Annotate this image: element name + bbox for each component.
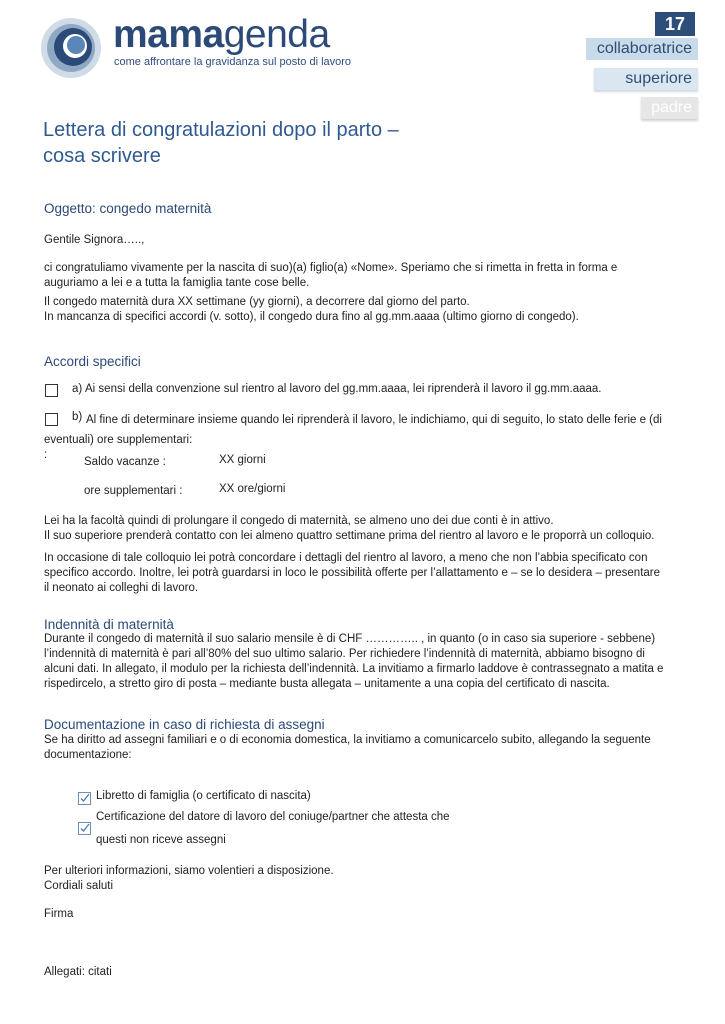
- attachments-label: Allegati: citati: [44, 966, 112, 978]
- paragraph-congratulations: ci congratuliamo vivamente per la nascita di suo)(a) figlio(a) «Nome». Speriamo che si rimetta in fretta in forma e auguriamo a lei e a tutta la famiglia tante cose belle.: [44, 262, 618, 289]
- paragraph-congedo: Il congedo maternità dura XX settimane (yy giorni), a decorrere dal giorno del parto. In mancanza di specifici accordi (v. sotto), il congedo dura fino al gg.mm.aaaa (ultimo giorno di congedo).: [44, 296, 579, 323]
- checkmark-icon: [79, 823, 90, 834]
- ore-supplementari-label: ore supplementari :: [84, 485, 183, 497]
- salutation: Gentile Signora…..,: [44, 234, 145, 246]
- closing-text: Per ulteriori informazioni, siamo volentieri a disposizione. Cordiali saluti: [44, 865, 334, 892]
- checked-checkbox-certificazione[interactable]: [78, 822, 91, 835]
- paragraph-colloquio: In occasione di tale colloquio lei potrà concordare i dettagli del rientro al lavoro, a meno che non l’abbia specificato con specifico accordo. Inoltre, lei potrà guardarsi in loco le possibilità offerte per l’allattamento e – se lo desidera – presentare il neonato ai colleghi di lavoro.: [44, 552, 661, 594]
- ore-supplementari-value: XX ore/giorni: [219, 483, 286, 495]
- section-heading-oggetto: Oggetto: congedo maternità: [44, 201, 212, 216]
- checkbox-option-b[interactable]: [45, 413, 58, 426]
- tab-collaboratrice[interactable]: collaboratrice: [586, 38, 698, 60]
- paragraph-prolungare: Lei ha la facoltà quindi di prolungare il congedo di maternità, se almeno uno dei due conti è in attivo. Il suo superiore prenderà contatto con lei almeno quattro settimane prima del rientro al lavoro e le proporrà un colloquio.: [44, 515, 655, 542]
- checkbox-option-a[interactable]: [45, 384, 58, 397]
- page-title: Lettera di congratulazioni dopo il parto – cosa scrivere: [43, 119, 399, 167]
- option-a-label: a): [72, 383, 83, 395]
- page-number: 17: [655, 12, 695, 36]
- tab-padre[interactable]: padre: [641, 97, 698, 119]
- stray-colon: :: [44, 449, 48, 461]
- saldo-vacanze-label: Saldo vacanze :: [84, 456, 166, 468]
- paragraph-indennita: Durante il congedo di maternità il suo salario mensile è di CHF ………….. , in quanto (o in caso sia superiore - sebbene) l’indennità di maternità è pari all’80% del suo ultimo salario. Per richiedere l’indennità di maternità, abbiamo bisogno di alcuni dati. In allegato, il modulo per la richiesta dell’indennità. La invitiamo a firmarlo laddove è contrassegnato a matita e rispedircelo, a stretto giro di posta – mediante busta allegata – unitamente a una copia del certificato di nascita.: [44, 633, 664, 690]
- signature-label: Firma: [44, 908, 74, 920]
- mamagenda-logo-icon: [40, 17, 102, 79]
- brand-name: mamagenda: [113, 13, 330, 56]
- brand-tagline: come affrontare la gravidanza sul posto di lavoro: [114, 56, 352, 68]
- checkmark-icon: [79, 793, 90, 804]
- item-libretto: Libretto di famiglia (o certificato di nascita): [96, 790, 311, 802]
- tab-superiore[interactable]: superiore: [594, 68, 698, 90]
- paragraph-documentazione: Se ha diritto ad assegni familiari e o di economia domestica, la invitiamo a comunicarcelo subito, allegando la seguente documentazione:: [44, 734, 651, 761]
- saldo-vacanze-value: XX giorni: [219, 454, 266, 466]
- item-certificazione-continued: questi non riceve assegni: [96, 834, 226, 846]
- option-b-label: b): [72, 411, 83, 423]
- section-heading-documentazione: Documentazione in caso di richiesta di assegni: [44, 717, 325, 732]
- option-b-text: Al fine di determinare insieme quando lei riprenderà il lavoro, le indichiamo, qui di seguito, lo stato delle ferie e (di: [86, 414, 662, 426]
- option-b-text-continued: eventuali) ore supplementari:: [44, 434, 193, 446]
- item-certificazione: Certificazione del datore di lavoro del coniuge/partner che attesta che: [96, 811, 450, 823]
- option-a-text: Ai sensi della convenzione sul rientro al lavoro del gg.mm.aaaa, lei riprenderà il lavoro il gg.mm.aaaa.: [85, 383, 602, 395]
- checked-checkbox-libretto[interactable]: [78, 792, 91, 805]
- section-heading-indennita: Indennità di maternità: [44, 617, 174, 632]
- section-heading-accordi: Accordi specifici: [44, 354, 141, 369]
